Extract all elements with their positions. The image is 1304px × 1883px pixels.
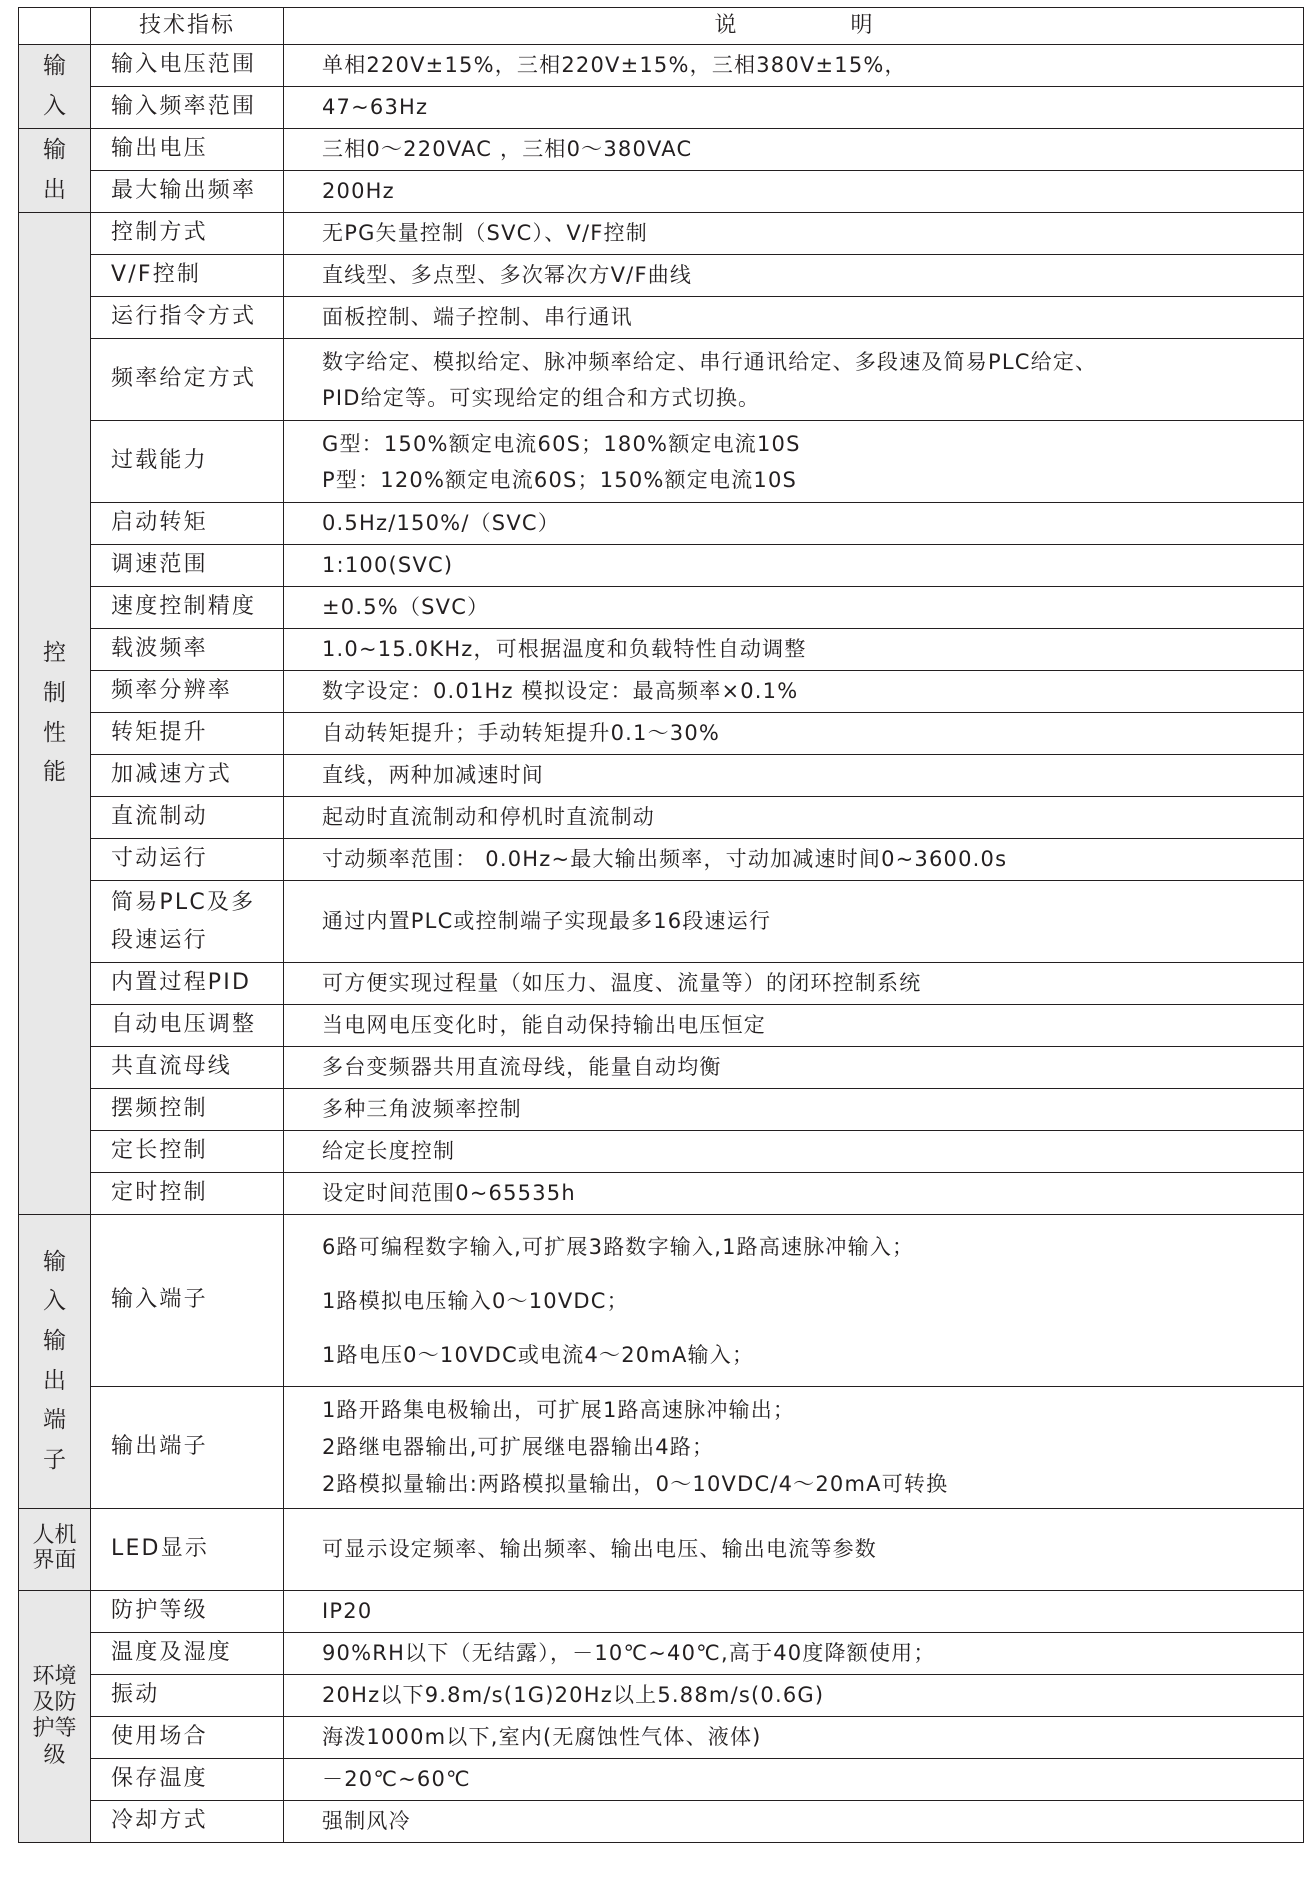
spec-row bbox=[19, 1173, 1304, 1215]
spec-description bbox=[284, 671, 1304, 713]
spec-item-label: 频率分辨率 bbox=[91, 671, 284, 713]
spec-table bbox=[18, 7, 1304, 1843]
description-line: 寸动频率范围： 0.0Hz~最大输出频率，寸动加减速时间0~3600.0s bbox=[322, 846, 1008, 871]
description-line: IP20 bbox=[322, 1598, 373, 1623]
spec-description bbox=[284, 421, 1304, 503]
spec-description bbox=[284, 503, 1304, 545]
spec-item-label: 振动 bbox=[91, 1675, 284, 1717]
description-line: 强制风冷 bbox=[322, 1808, 411, 1833]
spec-description bbox=[284, 129, 1304, 171]
spec-item-label: 输出电压 bbox=[91, 129, 284, 171]
category-cell bbox=[19, 213, 91, 1215]
description-line: 通过内置PLC或控制端子实现最多16段速运行 bbox=[322, 908, 772, 933]
spec-row bbox=[19, 587, 1304, 629]
spec-row bbox=[19, 129, 1304, 171]
spec-description bbox=[284, 1215, 1304, 1387]
spec-row bbox=[19, 1801, 1304, 1843]
spec-item-label: 定时控制 bbox=[91, 1173, 284, 1215]
spec-description bbox=[284, 1005, 1304, 1047]
spec-item-label: 简易PLC及多段速运行 bbox=[91, 881, 284, 963]
description-line: 多种三角波频率控制 bbox=[322, 1096, 522, 1121]
category-cell bbox=[19, 1591, 91, 1843]
spec-description bbox=[284, 1717, 1304, 1759]
spec-description bbox=[284, 1131, 1304, 1173]
spec-row bbox=[19, 1591, 1304, 1633]
spec-row bbox=[19, 1215, 1304, 1387]
spec-row bbox=[19, 881, 1304, 963]
spec-row bbox=[19, 339, 1304, 421]
description-line: 当电网电压变化时，能自动保持输出电压恒定 bbox=[322, 1012, 766, 1037]
spec-item-label: LED显示 bbox=[91, 1509, 284, 1591]
spec-row bbox=[19, 1047, 1304, 1089]
spec-item-label: 频率给定方式 bbox=[91, 339, 284, 421]
description-line: 面板控制、端子控制、串行通讯 bbox=[322, 304, 633, 329]
spec-row bbox=[19, 45, 1304, 87]
category-label: 控制性能 bbox=[43, 640, 66, 786]
description-line: 可方便实现过程量（如压力、温度、流量等）的闭环控制系统 bbox=[322, 970, 922, 995]
spec-item-label: 防护等级 bbox=[91, 1591, 284, 1633]
spec-description bbox=[284, 1173, 1304, 1215]
description-line: 47~63Hz bbox=[322, 94, 429, 119]
spec-row bbox=[19, 1633, 1304, 1675]
spec-row bbox=[19, 671, 1304, 713]
spec-description bbox=[284, 881, 1304, 963]
spec-item-label: 摆频控制 bbox=[91, 1089, 284, 1131]
spec-item-label: 共直流母线 bbox=[91, 1047, 284, 1089]
spec-row bbox=[19, 1089, 1304, 1131]
description-line: 1:100(SVC) bbox=[322, 552, 454, 577]
description-line: 2路继电器输出,可扩展继电器输出4路； bbox=[322, 1434, 715, 1459]
spec-item-label: 运行指令方式 bbox=[91, 297, 284, 339]
spec-row bbox=[19, 545, 1304, 587]
spec-description bbox=[284, 839, 1304, 881]
description-line: 6路可编程数字输入,可扩展3路数字输入,1路高速脉冲输入； bbox=[322, 1234, 915, 1259]
description-line: P型：120%额定电流60S；150%额定电流10S bbox=[322, 467, 798, 492]
spec-description bbox=[284, 1089, 1304, 1131]
description-line: 设定时间范围0~65535h bbox=[322, 1180, 576, 1205]
description-line: 数字给定、模拟给定、脉冲频率给定、串行通讯给定、多段速及简易PLC给定、 bbox=[322, 349, 1098, 374]
description-line: 数字设定：0.01Hz 模拟设定：最高频率×0.1% bbox=[322, 678, 799, 703]
spec-item-label: 转矩提升 bbox=[91, 713, 284, 755]
spec-row bbox=[19, 1717, 1304, 1759]
spec-row bbox=[19, 797, 1304, 839]
spec-description bbox=[284, 213, 1304, 255]
description-line: G型：150%额定电流60S；180%额定电流10S bbox=[322, 431, 801, 456]
spec-description bbox=[284, 255, 1304, 297]
description-line: 20Hz以下9.8m/s(1G)20Hz以上5.88m/s(0.6G) bbox=[322, 1682, 825, 1707]
category-cell bbox=[19, 45, 91, 129]
header-description-cell: 说 明 bbox=[284, 8, 1304, 45]
spec-item-label: V/F控制 bbox=[91, 255, 284, 297]
header-category-cell bbox=[19, 8, 91, 45]
spec-row bbox=[19, 213, 1304, 255]
spec-description bbox=[284, 1509, 1304, 1591]
description-line: 多台变频器共用直流母线，能量自动均衡 bbox=[322, 1054, 722, 1079]
spec-description bbox=[284, 797, 1304, 839]
spec-description bbox=[284, 1047, 1304, 1089]
spec-row bbox=[19, 1675, 1304, 1717]
description-line: 1路模拟电压输入0～10VDC； bbox=[322, 1288, 629, 1313]
description-line: 自动转矩提升；手动转矩提升0.1～30% bbox=[322, 720, 721, 745]
spec-item-label: 直流制动 bbox=[91, 797, 284, 839]
spec-item-label: 速度控制精度 bbox=[91, 587, 284, 629]
spec-description bbox=[284, 339, 1304, 421]
description-line: 200Hz bbox=[322, 178, 395, 203]
description-line: 三相0～220VAC ，三相0～380VAC bbox=[322, 136, 693, 161]
description-line: －20℃~60℃ bbox=[322, 1766, 471, 1791]
description-line: 0.5Hz/150%/（SVC） bbox=[322, 510, 560, 535]
spec-item-label: 自动电压调整 bbox=[91, 1005, 284, 1047]
description-line: 单相220V±15%，三相220V±15%，三相380V±15%， bbox=[322, 52, 907, 77]
spec-item-label: 输出端子 bbox=[91, 1387, 284, 1509]
spec-description bbox=[284, 1675, 1304, 1717]
category-label: 输出 bbox=[43, 136, 66, 203]
spec-row bbox=[19, 629, 1304, 671]
category-label: 输入输出端子 bbox=[43, 1248, 66, 1473]
spec-row bbox=[19, 171, 1304, 213]
header-item-cell: 技术指标 bbox=[91, 8, 284, 45]
spec-description bbox=[284, 587, 1304, 629]
category-label: 环境及防护等级 bbox=[32, 1663, 77, 1768]
spec-description bbox=[284, 1801, 1304, 1843]
spec-description bbox=[284, 297, 1304, 339]
spec-description bbox=[284, 45, 1304, 87]
description-line: 直线，两种加减速时间 bbox=[322, 762, 544, 787]
description-line: 给定长度控制 bbox=[322, 1138, 456, 1163]
spec-description bbox=[284, 545, 1304, 587]
description-line: PID给定等。可实现给定的组合和方式切换。 bbox=[322, 385, 761, 410]
spec-row bbox=[19, 297, 1304, 339]
header-row bbox=[19, 8, 1304, 45]
spec-row bbox=[19, 1387, 1304, 1509]
description-line: 2路模拟量输出:两路模拟量输出，0～10VDC/4～20mA可转换 bbox=[322, 1472, 949, 1497]
spec-item-label: 最大输出频率 bbox=[91, 171, 284, 213]
description-line: 起动时直流制动和停机时直流制动 bbox=[322, 804, 655, 829]
spec-item-label: 载波频率 bbox=[91, 629, 284, 671]
spec-description bbox=[284, 1387, 1304, 1509]
spec-item-label: 使用场合 bbox=[91, 1717, 284, 1759]
category-label: 人机界面 bbox=[32, 1523, 77, 1574]
spec-item-label: 定长控制 bbox=[91, 1131, 284, 1173]
spec-row bbox=[19, 255, 1304, 297]
spec-item-label: 输入电压范围 bbox=[91, 45, 284, 87]
description-line: 直线型、多点型、多次幂次方V/F曲线 bbox=[322, 262, 693, 287]
description-line: 1路电压0～10VDC或电流4～20mA输入； bbox=[322, 1342, 755, 1367]
spec-description bbox=[284, 171, 1304, 213]
description-line: 无PG矢量控制（SVC）、V/F控制 bbox=[322, 220, 648, 245]
spec-item-label: 内置过程PID bbox=[91, 963, 284, 1005]
category-cell bbox=[19, 1215, 91, 1509]
description-line: 1.0~15.0KHz，可根据温度和负载特性自动调整 bbox=[322, 636, 807, 661]
category-label: 输入 bbox=[43, 52, 66, 119]
description-line: 1路开路集电极输出，可扩展1路高速脉冲输出； bbox=[322, 1397, 796, 1422]
spec-row bbox=[19, 1131, 1304, 1173]
spec-item-label: 寸动运行 bbox=[91, 839, 284, 881]
spec-row bbox=[19, 839, 1304, 881]
spec-row bbox=[19, 421, 1304, 503]
spec-description bbox=[284, 629, 1304, 671]
spec-item-label: 过载能力 bbox=[91, 421, 284, 503]
category-cell bbox=[19, 129, 91, 213]
spec-row bbox=[19, 963, 1304, 1005]
spec-row bbox=[19, 503, 1304, 545]
spec-item-label: 输入端子 bbox=[91, 1215, 284, 1387]
spec-item-label: 冷却方式 bbox=[91, 1801, 284, 1843]
spec-item-label: 启动转矩 bbox=[91, 503, 284, 545]
spec-description bbox=[284, 1759, 1304, 1801]
spec-row bbox=[19, 755, 1304, 797]
spec-item-label: 输入频率范围 bbox=[91, 87, 284, 129]
spec-description bbox=[284, 713, 1304, 755]
spec-description bbox=[284, 1591, 1304, 1633]
description-line: 海泼1000m以下,室内(无腐蚀性气体、液体) bbox=[322, 1724, 762, 1749]
spec-row bbox=[19, 87, 1304, 129]
spec-row bbox=[19, 713, 1304, 755]
description-line: 可显示设定频率、输出频率、输出电压、输出电流等参数 bbox=[322, 1536, 877, 1561]
spec-row bbox=[19, 1509, 1304, 1591]
spec-row bbox=[19, 1759, 1304, 1801]
spec-description bbox=[284, 755, 1304, 797]
spec-description bbox=[284, 87, 1304, 129]
spec-item-label: 控制方式 bbox=[91, 213, 284, 255]
spec-item-label: 温度及湿度 bbox=[91, 1633, 284, 1675]
category-cell bbox=[19, 1509, 91, 1591]
spec-description bbox=[284, 963, 1304, 1005]
description-line: ±0.5%（SVC） bbox=[322, 594, 490, 619]
spec-item-label: 保存温度 bbox=[91, 1759, 284, 1801]
spec-item-label: 调速范围 bbox=[91, 545, 284, 587]
spec-row bbox=[19, 1005, 1304, 1047]
spec-item-label: 加减速方式 bbox=[91, 755, 284, 797]
description-line: 90%RH以下（无结露），－10℃~40℃,高于40度降额使用； bbox=[322, 1640, 936, 1665]
spec-description bbox=[284, 1633, 1304, 1675]
